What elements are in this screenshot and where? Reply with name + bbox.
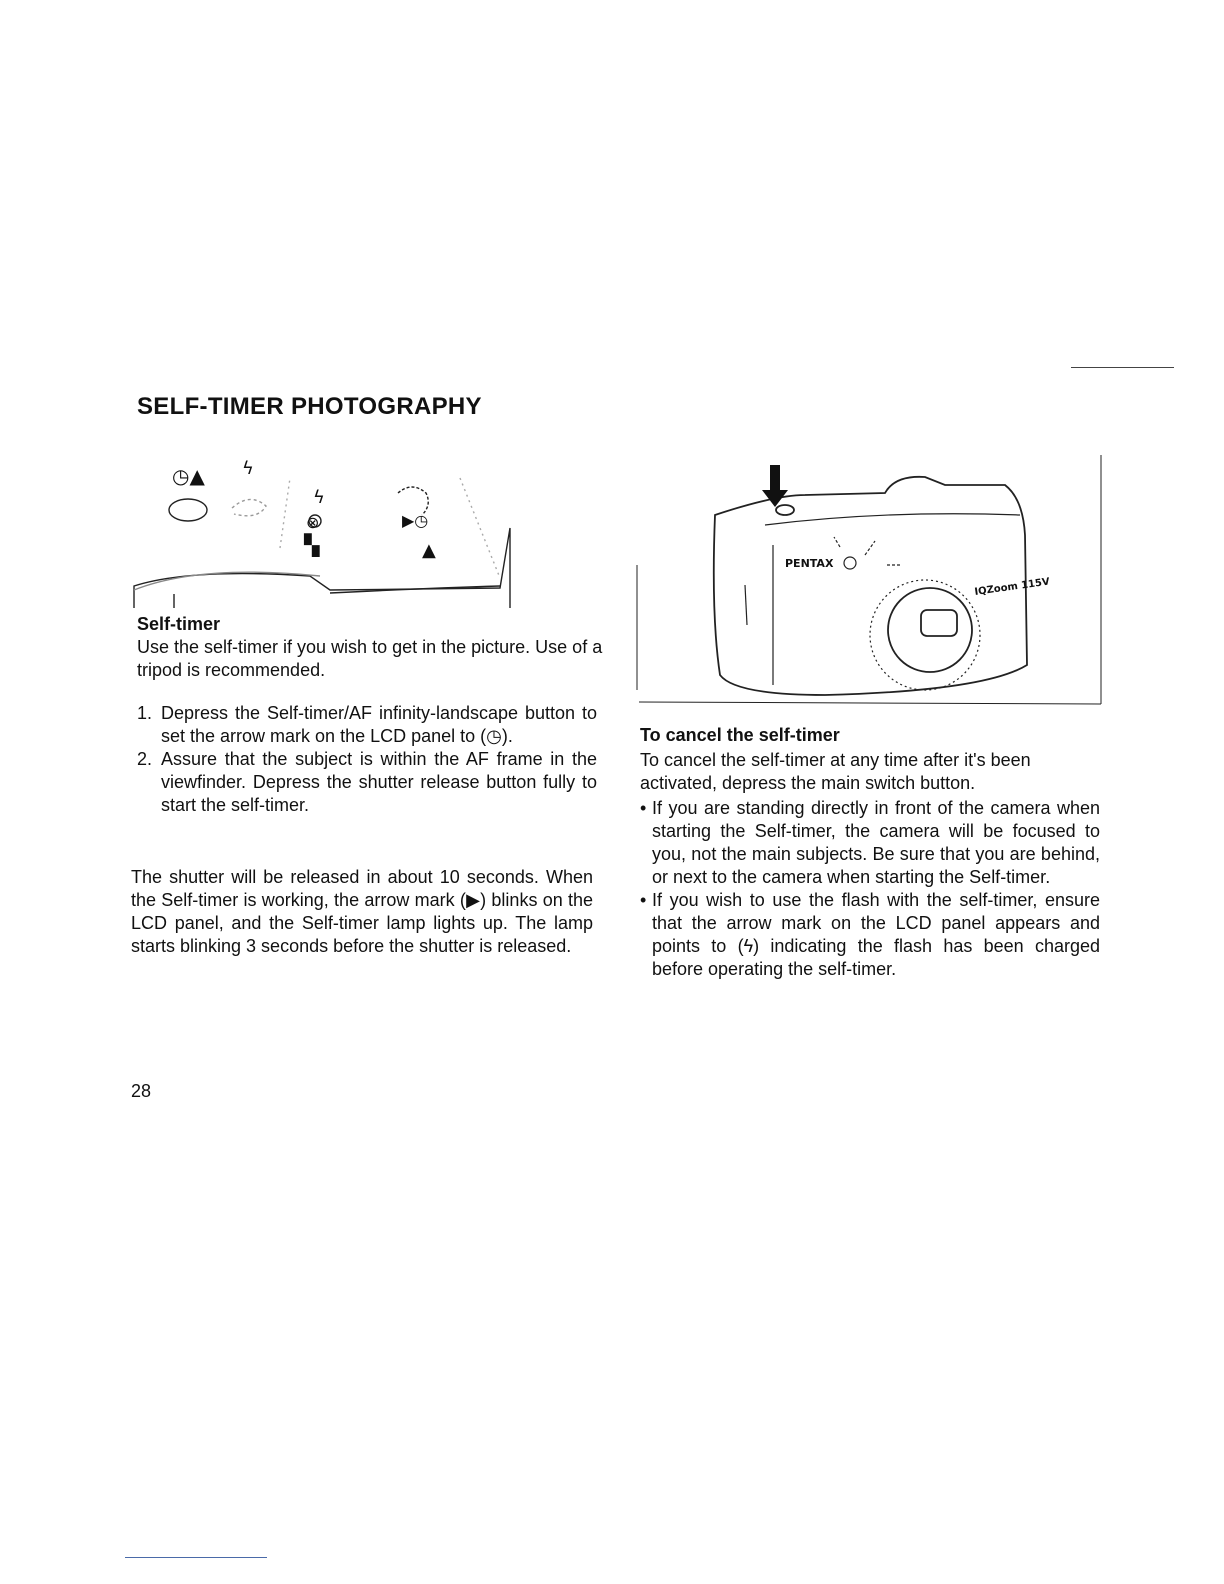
list-item	[137, 748, 597, 817]
note-text: If you wish to use the flash with the self-timer, ensure that the arrow mark on the LCD panel appears and points to (ϟ) indicating the flash has been charged before operating the self-timer.	[652, 890, 1100, 979]
note-text: If you are standing directly in front of the camera when starting the Self-timer, the camera will be focused to you, not the main subjects. Be sure that you are behind, or next to the camera when starting the Self-timer.	[652, 798, 1100, 887]
arrow-mark-symbol: ▶◷	[402, 511, 429, 530]
step-number: 2.	[137, 749, 153, 769]
step-text: Depress the Self-timer/AF infinity-landscape button to set the arrow mark on the LCD panel to (◷).	[161, 703, 597, 746]
self-timer-intro: Use the self-timer if you wish to get in the picture. Use of a tripod is recommended.	[137, 637, 603, 680]
notes-list	[640, 797, 1100, 981]
list-item	[137, 702, 597, 748]
camera-front-illustration	[625, 455, 1105, 720]
flash-symbol: ϟ	[242, 458, 254, 479]
landscape-symbol: ▲	[422, 540, 436, 561]
camera-model-label: IQZoom 115V	[973, 576, 1051, 598]
self-timer-landscape-symbol: ◷▲	[172, 464, 205, 488]
flash-off-symbol: ⊗	[306, 513, 320, 532]
page-title: SELF-TIMER PHOTOGRAPHY	[137, 393, 482, 420]
steps-list	[137, 702, 597, 817]
list-item	[640, 797, 1100, 889]
flash-symbol-lcd: ϟ	[313, 487, 325, 508]
cancel-paragraph: To cancel the self-timer at any time after it's been activated, depress the main switch button.	[640, 750, 1031, 793]
shutter-release-paragraph: The shutter will be released in about 10 seconds. When the Self-timer is working, the arrow mark (▶) blinks on the LCD panel, and the Self-timer lamp lights up. The lamp starts blinking 3 seconds before the shutter is released.	[131, 867, 593, 956]
camera-top-buttons-illustration	[130, 448, 515, 608]
list-item	[640, 889, 1100, 981]
step-number: 1.	[137, 703, 153, 723]
portrait-symbol: ▚	[304, 533, 320, 557]
page-number: 28	[131, 1081, 152, 1101]
step-text: Assure that the subject is within the AF frame in the viewfinder. Depress the shutter release button fully to start the self-timer.	[161, 749, 597, 815]
bullet: •	[640, 798, 647, 818]
top-divider	[1071, 367, 1174, 368]
self-timer-heading: Self-timer	[137, 614, 221, 634]
bullet: •	[640, 890, 647, 910]
cancel-heading: To cancel the self-timer	[640, 725, 840, 745]
camera-brand-label: PENTAX	[785, 557, 834, 570]
bottom-divider	[125, 1557, 267, 1558]
